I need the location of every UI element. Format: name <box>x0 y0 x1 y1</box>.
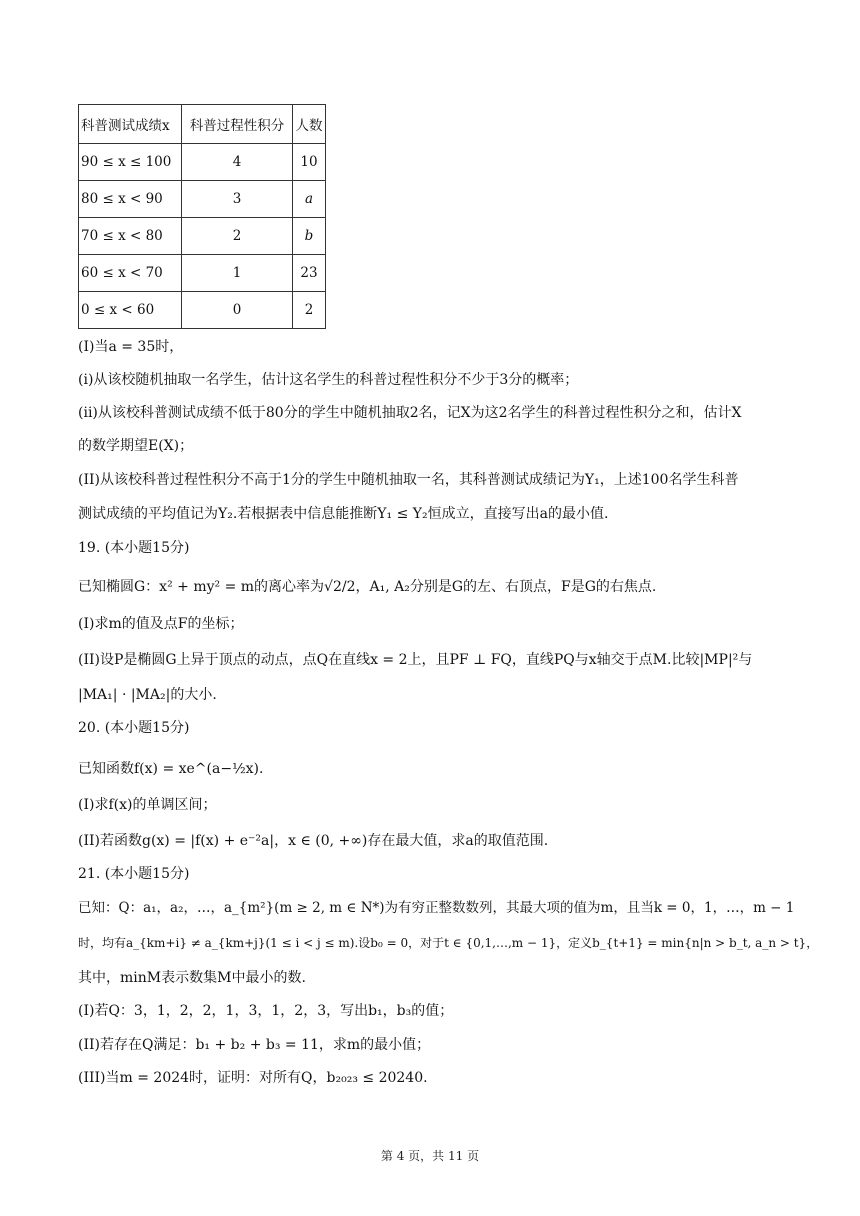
cell-count: a <box>293 181 326 218</box>
q21-stem-line1: 已知：Q：a₁，a₂，…，a_{m²}(m ≥ 2, m ∈ N*)为有穷正整数数列，其最大项的值为m，且当k = 0，1，…，m − 1 <box>78 900 795 916</box>
cell-count: b <box>293 218 326 255</box>
q20-part1: (I)求f(x)的单调区间； <box>78 797 217 813</box>
q21-stem-line3: 其中，minM表示数集M中最小的数. <box>78 970 306 986</box>
header-score: 科普测试成绩x <box>79 105 182 144</box>
cell-range: 0 ≤ x < 60 <box>79 292 182 329</box>
cell-points: 1 <box>182 255 293 292</box>
cell-points: 3 <box>182 181 293 218</box>
q18-part2-line2: 测试成绩的平均值记为Y₂.若根据表中信息能推断Y₁ ≤ Y₂恒成立，直接写出a的最小值. <box>78 506 609 522</box>
q21-stem-line2: 时，均有a_{km+i} ≠ a_{km+j}(1 ≤ i < j ≤ m).设b₀ = 0，对于t ∈ {0,1,…,m − 1}，定义b_{t+1} = min{n|n > b_t, a_n > t}， <box>78 936 819 950</box>
page-footer: 第 4 页，共 11 页 <box>380 1149 480 1163</box>
cell-range: 60 ≤ x < 70 <box>79 255 182 292</box>
header-count: 人数 <box>293 105 326 144</box>
cell-count: 2 <box>293 292 326 329</box>
q18-part1-ii-line1: (ii)从该校科普测试成绩不低于80分的学生中随机抽取2名，记X为这2名学生的科普过程性积分之和，估计X <box>78 405 742 421</box>
q21-heading: 21. (本小题15分) <box>78 866 190 882</box>
header-points: 科普过程性积分 <box>182 105 293 144</box>
q18-part1-ii-line2: 的数学期望E(X)； <box>78 438 194 454</box>
q21-part3: (III)当m = 2024时，证明：对所有Q，b₂₀₂₃ ≤ 20240. <box>78 1070 428 1086</box>
q20-part2: (II)若函数g(x) = |f(x) + e⁻²a|，x ∈ (0, +∞)存在最大值，求a的取值范围. <box>78 833 549 849</box>
table-row <box>79 255 326 292</box>
score-table <box>78 104 326 329</box>
table-header-row <box>79 105 326 144</box>
q19-part2-line1: (II)设P是椭圆G上异于顶点的动点，点Q在直线x = 2上，且PF ⊥ FQ，直线PQ与x轴交于点M.比较|MP|²与 <box>78 652 753 668</box>
q18-part2-line1: (II)从该校科普过程性积分不高于1分的学生中随机抽取一名，其科普测试成绩记为Y₁，上述100名学生科普 <box>78 472 739 488</box>
table-row <box>79 181 326 218</box>
cell-count: 23 <box>293 255 326 292</box>
q21-part1: (I)若Q：3，1，2，2，1，3，1，2，3，写出b₁，b₃的值； <box>78 1003 454 1019</box>
q18-part1-i: (i)从该校随机抽取一名学生，估计这名学生的科普过程性积分不少于3分的概率； <box>78 372 579 388</box>
cell-points: 0 <box>182 292 293 329</box>
cell-points: 2 <box>182 218 293 255</box>
q20-stem: 已知函数f(x) = xe^(a−½x). <box>78 761 264 777</box>
q20-heading: 20. (本小题15分) <box>78 720 190 736</box>
cell-range: 70 ≤ x < 80 <box>79 218 182 255</box>
table-row <box>79 218 326 255</box>
cell-count: 10 <box>293 144 326 181</box>
cell-range: 90 ≤ x ≤ 100 <box>79 144 182 181</box>
table-row <box>79 144 326 181</box>
cell-range: 80 ≤ x < 90 <box>79 181 182 218</box>
table-row <box>79 292 326 329</box>
q21-part2: (II)若存在Q满足：b₁ + b₂ + b₃ = 11，求m的最小值； <box>78 1037 431 1053</box>
q18-part1-intro: (I)当a = 35时， <box>78 339 184 355</box>
q19-part2-line2: |MA₁| · |MA₂|的大小. <box>78 687 217 703</box>
cell-points: 4 <box>182 144 293 181</box>
q19-heading: 19. (本小题15分) <box>78 540 190 556</box>
q19-stem: 已知椭圆G：x² + my² = m的离心率为√2/2，A₁, A₂分别是G的左、右顶点，F是G的右焦点. <box>78 579 657 595</box>
q19-part1: (I)求m的值及点F的坐标； <box>78 616 244 632</box>
